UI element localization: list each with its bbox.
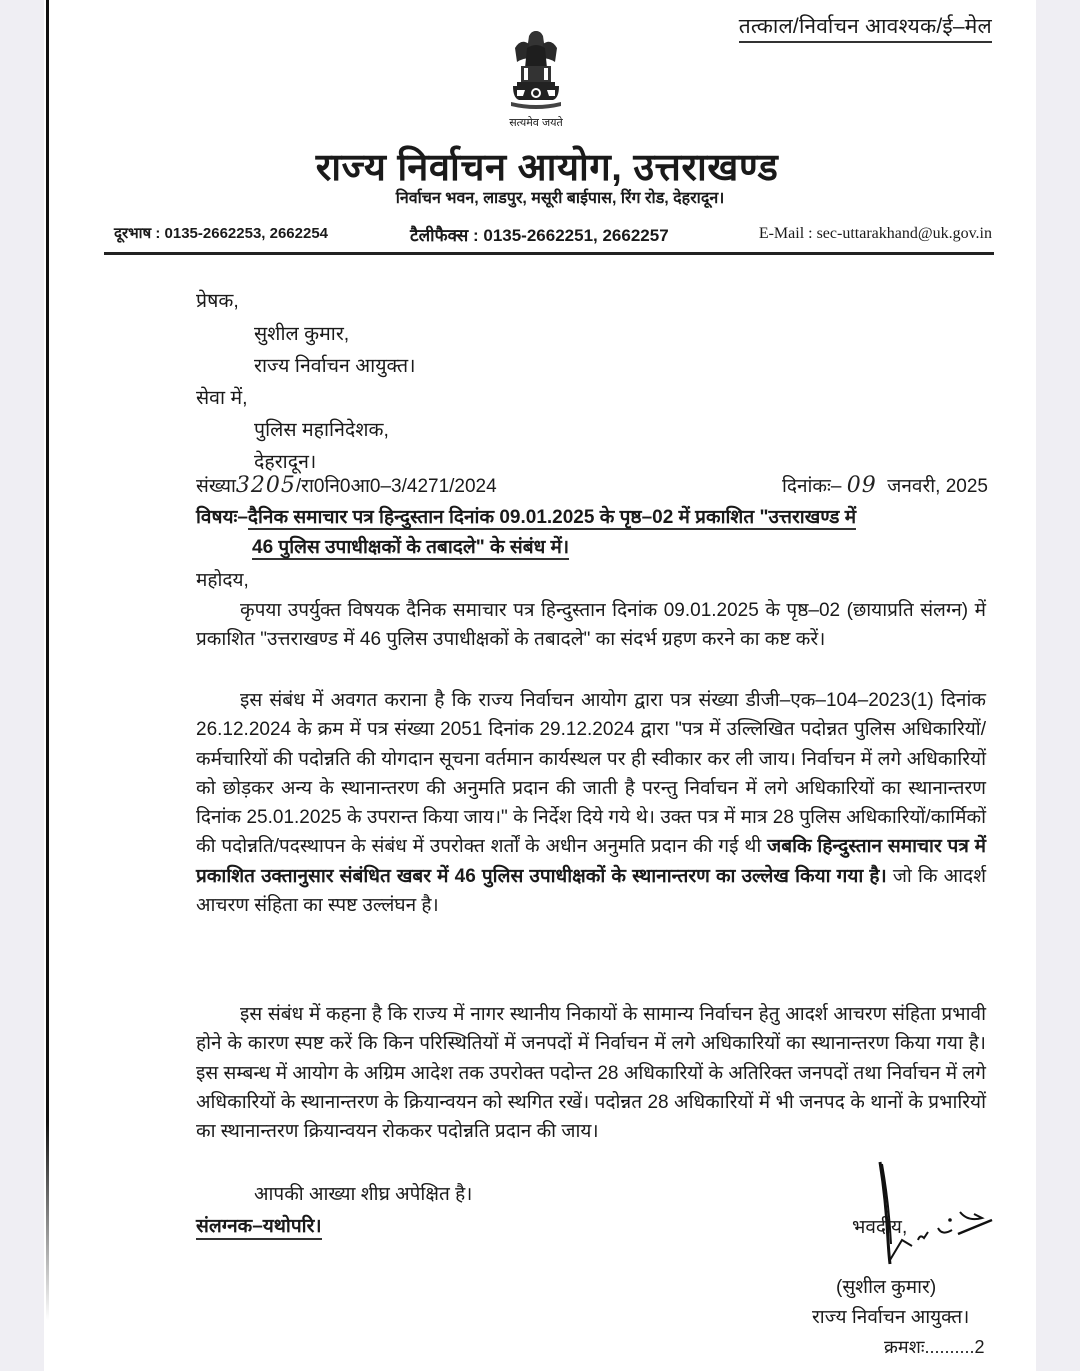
- salutation: महोदय,: [196, 570, 249, 591]
- organization-name: राज्य निर्वाचन आयोग, उत्तराखण्ड: [315, 147, 779, 189]
- continued-note: क्रमशः..........2: [884, 1337, 985, 1357]
- sender-name: सुशील कुमार,: [254, 323, 350, 345]
- handwritten-letter-number: 3205: [235, 473, 296, 498]
- paragraph-2-text: इस संबंध में अवगत कराना है कि राज्य निर्वाचन आयोग द्वारा पत्र संख्या डीजी–एक–104–2023(1) दिनांक 26.12.2024 के क्रम में पत्र संख्या 2051 दिनांक 29.12.2024 द्वारा "पत्र में उल्लिखित पदोन्नत पुलिस अधिकारियों/कर्मचारियों की पदोन्नति की योगदान सूचना वर्तमान कार्यस्थल पर ही स्वीकार कर ली जाय। निर्वाचन में लगे अधिकारियों को छोड़कर अन्य के स्थानान्तरण की अनुमति प्रदान की जाती है परन्तु निर्वाचन में लगे अधिकारियों का स्थानान्तरण दिनांक 25.01.2025 के उपरान्त किया जाय।" के निर्देश दिये गये थे। उक्त पत्र में मात्र 28 पुलिस अधिकारियों/कार्मिकों की पदोन्नति/पदस्थापन के संबंध में उपरोक्त शर्तों के अधीन अनुमति प्रदान की गई थी: [196, 690, 986, 858]
- subject-line-1: दैनिक समाचार पत्र हिन्दुस्तान दिनांक 09.01.2025 के पृष्ठ–02 में प्रकाशित "उत्तराखण्ड में: [247, 507, 857, 528]
- subject-label: विषयः–: [196, 507, 248, 528]
- letter-date: [782, 472, 988, 498]
- date-label: दिनांकः–: [781, 476, 842, 497]
- date-month-year: जनवरी, 2025: [887, 476, 988, 497]
- subject-block: [196, 503, 996, 563]
- recipient-place: देहरादून।: [254, 451, 317, 473]
- emblem-motto: सत्यमेव जयते: [509, 117, 563, 129]
- national-emblem-icon: [507, 28, 565, 114]
- recipient-name: पुलिस महानिदेशक,: [254, 419, 389, 441]
- contact-row: [114, 223, 992, 249]
- letter-number-prefix: संख्या: [196, 476, 236, 497]
- signatory-name: (सुशील कुमार): [836, 1277, 937, 1298]
- paragraph-3: [196, 1000, 986, 1146]
- paragraph-2-emphasis: जबकि हिन्दुस्तान समाचार पत्र में प्रकाशित उक्तानुसार संबंधित खबर में 46 पुलिस उपाधीक्षकों के स्थानान्तरण का उल्लेख किया गया है।: [196, 836, 987, 887]
- closing-line: आपकी आख्या शीघ्र अपेक्षित है।: [254, 1184, 473, 1205]
- paragraph-1-text: कृपया उपर्युक्त विषयक दैनिक समाचार पत्र हिन्दुस्तान दिनांक 09.01.2025 के पृष्ठ–02 (छायाप्रति संलग्न) में प्रकाशित "उत्तराखण्ड में 46 पुलिस उपाधीक्षकों के तबादले" का संदर्भ ग्रहण करने का कष्ट करें।: [196, 600, 986, 651]
- sender-label: प्रेषक,: [196, 290, 239, 312]
- paragraph-3-text: इस संबंध में कहना है कि राज्य में नागर स्थानीय निकायों के सामान्य निर्वाचन हेतु आदर्श आचरण संहिता प्रभावी होने के कारण स्पष्ट करें कि किन परिस्थितियों में जनपदों में निर्वाचन में लगे अधिकारियों का स्थानान्तरण किया गया है। इस सम्बन्ध में आयोग के अग्रिम आदेश तक उपरोक्त पदोन्त 28 अधिकारियों के अतिरिक्त जनपदों तथा निर्वाचन में लगे अधिकारियों के स्थानान्तरण के क्रियान्वयन को स्थगित रखें। पदोन्नत 28 अधिकारियों में भी जनपद के थानों के प्रभारियों का स्थानान्तरण क्रियान्वयन रोककर पदोन्नति प्रदान की जाय।: [196, 1004, 986, 1143]
- letter-number: [196, 472, 497, 498]
- subject-line-2: 46 पुलिस उपाधीक्षकों के तबादले" के संबंध में।: [252, 537, 570, 558]
- emblem-block: [496, 28, 576, 130]
- letter-page: [44, 0, 1036, 1371]
- enclosure-note: संलग्नक–यथोपरि।: [196, 1212, 322, 1240]
- phone-numbers: दूरभाष : 0135-2662253, 2662254: [114, 225, 329, 242]
- letter-number-suffix: /रा0नि0आ0–3/4271/2024: [295, 476, 497, 497]
- paragraph-1: [196, 596, 986, 655]
- complimentary-close: भवदीय,: [852, 1217, 908, 1238]
- reference-row: [196, 472, 988, 502]
- recipient-label: सेवा में,: [196, 387, 248, 409]
- handwritten-signature-icon: [872, 1160, 1002, 1270]
- telefax-numbers: टैलीफैक्स : 0135-2662251, 2662257: [410, 226, 669, 245]
- organization-address: निर्वाचन भवन, लाडपुर, मसूरी बाईपास, रिंग रोड, देहरादून।: [395, 190, 725, 207]
- urgency-mark: तत्काल/निर्वाचन आवश्यक/ई–मेल: [739, 12, 992, 43]
- email-address[interactable]: E-Mail : sec-uttarakhand@uk.gov.in: [758, 225, 992, 242]
- sender-designation: राज्य निर्वाचन आयुक्त।: [254, 355, 416, 377]
- signatory-designation: राज्य निर्वाचन आयुक्त।: [812, 1307, 970, 1328]
- header-divider: [104, 252, 994, 255]
- paragraph-2-tail: जो कि आदर्श आचरण संहिता का स्पष्ट उल्लंघन है।: [196, 865, 986, 917]
- paragraph-2: [196, 686, 986, 920]
- handwritten-date-day: 09: [846, 473, 877, 498]
